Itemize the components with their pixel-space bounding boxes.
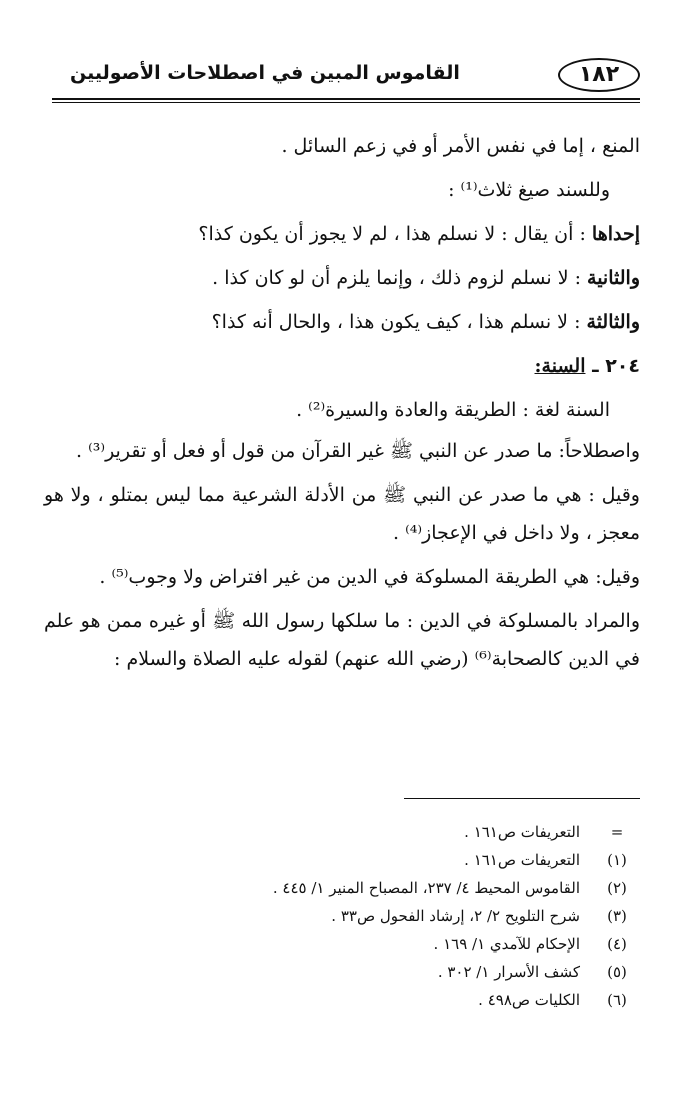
main-text bbox=[44, 124, 640, 684]
footnote-marker: (١) bbox=[607, 851, 627, 869]
footnote-line bbox=[44, 874, 640, 902]
section-heading bbox=[44, 344, 640, 388]
footnote-line bbox=[44, 902, 640, 930]
footnote-marker: = bbox=[610, 823, 624, 841]
footnote-text: الكليات ص٤٩٨ . bbox=[478, 991, 580, 1009]
paragraph-6: السنة لغة : الطريقة والعادة والسيرة⁽²⁾ . bbox=[296, 399, 610, 421]
footnote-line bbox=[44, 986, 640, 1014]
footnote-line bbox=[44, 846, 640, 874]
footnote-line bbox=[44, 958, 640, 986]
footnote-text: شرح التلويح ٢/ ٢، إرشاد الفحول ص٣٣ . bbox=[331, 907, 580, 925]
header-rule bbox=[52, 98, 640, 100]
paragraph-5-text: : لا نسلم هذا ، كيف يكون هذا ، والحال أنه كذا؟ bbox=[211, 311, 581, 333]
footnote-text: التعريفات ص١٦١ . bbox=[464, 851, 580, 869]
footnote-line bbox=[44, 818, 640, 846]
footnote-marker: (٥) bbox=[607, 963, 627, 981]
paragraph-8: وقيل : هي ما صدر عن النبي ﷺ من الأدلة الشرعية مما ليس بمتلو ، ولا هو معجز ، ولا داخل في الإعجاز⁽⁴⁾ . bbox=[44, 484, 640, 544]
paragraph-10: والمراد بالمسلوكة في الدين : ما سلكها رسول الله ﷺ أو غيره ممن هو علم في الدين كالصحابة⁽⁶⁾ (رضي الله عنهم) لقوله عليه الصلاة والسلام : bbox=[44, 610, 640, 670]
paragraph-2: وللسند صيغ ثلاث⁽¹⁾ : bbox=[448, 179, 610, 201]
footnote-marker: (٦) bbox=[607, 991, 627, 1009]
footnote-text: كشف الأسرار ١/ ٣٠٢ . bbox=[437, 963, 580, 981]
paragraph-5-lead: والثالثة bbox=[586, 311, 640, 333]
paragraph-4 bbox=[44, 256, 640, 300]
paragraph-4-lead: والثانية bbox=[587, 267, 640, 289]
paragraph-4-text: : لا نسلم لزوم ذلك ، وإنما يلزم أن لو كان كذا . bbox=[212, 267, 581, 289]
footnote-text: التعريفات ص١٦١ . bbox=[464, 823, 580, 841]
paragraph-3 bbox=[44, 212, 640, 256]
paragraph-3-text: : أن يقال : لا نسلم هذا ، لم لا يجوز أن يكون كذا؟ bbox=[198, 223, 586, 245]
paragraph-5 bbox=[44, 300, 640, 344]
page-header bbox=[52, 58, 640, 104]
header-rule-thin bbox=[52, 102, 640, 103]
page-number: ١٨٢ bbox=[558, 58, 640, 92]
paragraph-1: المنع ، إما في نفس الأمر أو في زعم السائل . bbox=[281, 135, 640, 157]
footnote-text: الإحكام للآمدي ١/ ١٦٩ . bbox=[433, 935, 580, 953]
section-title: السنة: bbox=[534, 355, 586, 377]
running-title: القاموس المبين في اصطلاحات الأصوليين bbox=[70, 62, 460, 84]
section-number: ٢٠٤ ـ bbox=[592, 355, 640, 377]
paragraph-9: وقيل: هي الطريقة المسلوكة في الدين من غير افتراض ولا وجوب⁽⁵⁾ . bbox=[99, 566, 640, 588]
footnote-marker: (٤) bbox=[607, 935, 627, 953]
footnote-line bbox=[44, 930, 640, 958]
paragraph-7: واصطلاحاً: ما صدر عن النبي ﷺ غير القرآن من قول أو فعل أو تقرير⁽³⁾ . bbox=[76, 440, 640, 462]
paragraph-3-lead: إحداها bbox=[591, 223, 640, 245]
footnote-text: القاموس المحيط ٤/ ٢٣٧، المصباح المنير ١/ ٤٤٥ . bbox=[272, 879, 580, 897]
footnote-separator bbox=[404, 798, 640, 799]
footnote-marker: (٣) bbox=[607, 907, 627, 925]
footnote-marker: (٢) bbox=[607, 879, 627, 897]
footnotes bbox=[44, 818, 640, 1014]
